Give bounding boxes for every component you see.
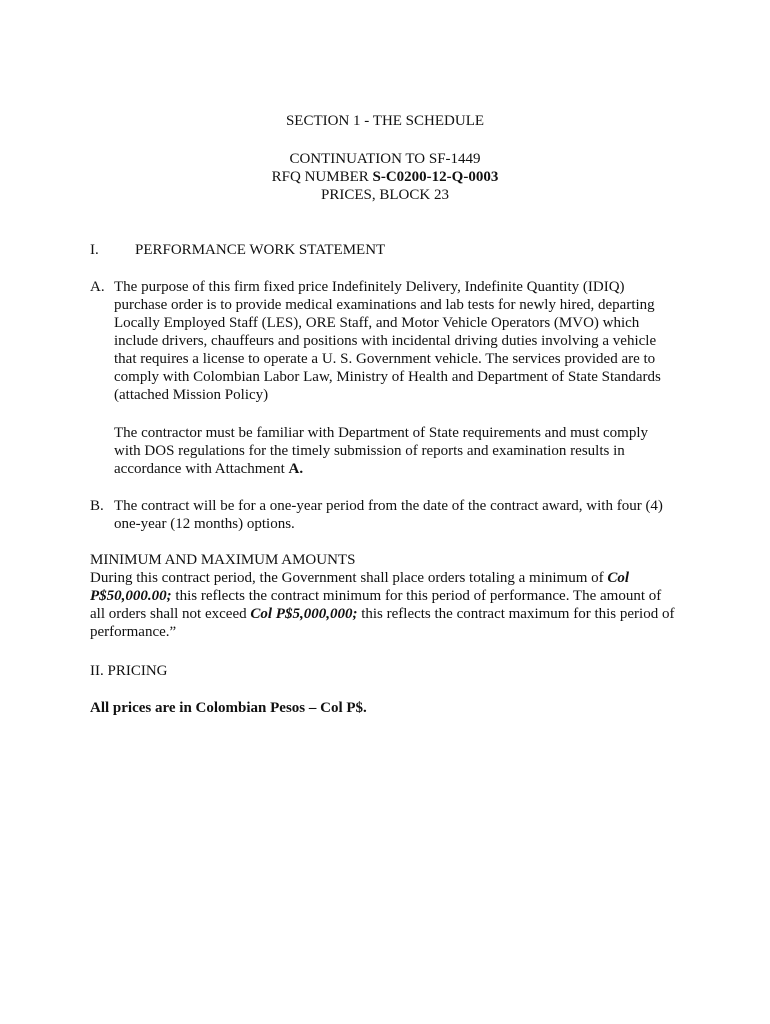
paragraph-b-line: one-year (12 months) options. bbox=[114, 516, 295, 532]
max-amount: Col P$5,000,000; bbox=[250, 606, 358, 622]
paragraph-b-body bbox=[114, 497, 680, 533]
paragraph-a-line: Locally Employed Staff (LES), ORE Staff, and Motor Vehicle Operators (MVO) which bbox=[114, 315, 640, 331]
section-one-heading bbox=[90, 241, 385, 259]
min-amount-currency: Col bbox=[607, 570, 630, 586]
all-prices-note bbox=[90, 699, 680, 717]
paragraph-a-line: (attached Mission Policy) bbox=[114, 387, 269, 403]
paragraph-a-letter: A. bbox=[90, 279, 105, 295]
paragraph-b bbox=[90, 497, 680, 533]
min-max-line: performance.” bbox=[90, 624, 177, 640]
paragraph-b-line: The contract will be for a one-year period from the date of the contract award, with four (4) bbox=[114, 498, 663, 514]
paragraph-a-line: that requires a license to operate a U. S. Government vehicle. The services provided are to bbox=[114, 351, 656, 367]
rfq-line bbox=[0, 168, 770, 186]
min-max-text: this reflects the contract maximum for this period of bbox=[357, 606, 675, 622]
paragraph-a2-line bbox=[114, 460, 680, 478]
schedule-header bbox=[0, 150, 770, 204]
continuation-line: CONTINUATION TO SF-1449 bbox=[289, 151, 481, 167]
pricing-title: II. PRICING bbox=[90, 663, 168, 679]
min-max-text: During this contract period, the Government shall place orders totaling a minimum of bbox=[90, 570, 608, 586]
min-max-line bbox=[90, 569, 684, 587]
min-max-text: all orders shall not exceed bbox=[90, 606, 251, 622]
paragraph-a-continued bbox=[114, 424, 680, 478]
paragraph-a-line: comply with Colombian Labor Law, Ministry of Health and Department of State Standards bbox=[114, 369, 661, 385]
paragraph-a-body bbox=[114, 278, 680, 404]
rfq-number: S-C0200-12-Q-0003 bbox=[372, 169, 499, 185]
section-title bbox=[0, 112, 770, 130]
pricing-heading bbox=[90, 662, 680, 680]
paragraph-a-line: purchase order is to provide medical examinations and lab tests for newly hired, departing bbox=[114, 297, 655, 313]
min-max-section bbox=[90, 551, 684, 641]
min-amount: P$50,000.00; bbox=[90, 588, 172, 604]
attachment-text: accordance with Attachment bbox=[114, 461, 289, 477]
rfq-prefix: RFQ NUMBER bbox=[271, 169, 373, 185]
paragraph-a2-line: with DOS regulations for the timely submission of reports and examination results in bbox=[114, 443, 625, 459]
min-max-line bbox=[90, 605, 684, 623]
min-max-line bbox=[90, 587, 684, 605]
section-title-text: SECTION 1 - THE SCHEDULE bbox=[285, 113, 485, 129]
paragraph-a bbox=[90, 278, 680, 404]
section-one-numeral: I. bbox=[90, 242, 99, 258]
paragraph-b-letter: B. bbox=[90, 498, 104, 514]
all-prices-text: All prices are in Colombian Pesos – Col P$. bbox=[90, 700, 367, 716]
paragraph-a-line: include drivers, chauffeurs and positions with incidental driving duties involving a vehicle bbox=[114, 333, 657, 349]
section-one-title: PERFORMANCE WORK STATEMENT bbox=[135, 242, 386, 258]
min-max-title: MINIMUM AND MAXIMUM AMOUNTS bbox=[90, 552, 356, 568]
paragraph-a2-line: The contractor must be familiar with Department of State requirements and must comply bbox=[114, 425, 649, 441]
prices-block-line: PRICES, BLOCK 23 bbox=[321, 187, 449, 203]
min-max-text: this reflects the contract minimum for this period of performance. The amount of bbox=[171, 588, 662, 604]
paragraph-a-line: The purpose of this firm fixed price Indefinitely Delivery, Indefinite Quantity (IDIQ) bbox=[114, 279, 625, 295]
attachment-period: . bbox=[299, 461, 304, 477]
attachment-letter: A bbox=[288, 461, 300, 477]
